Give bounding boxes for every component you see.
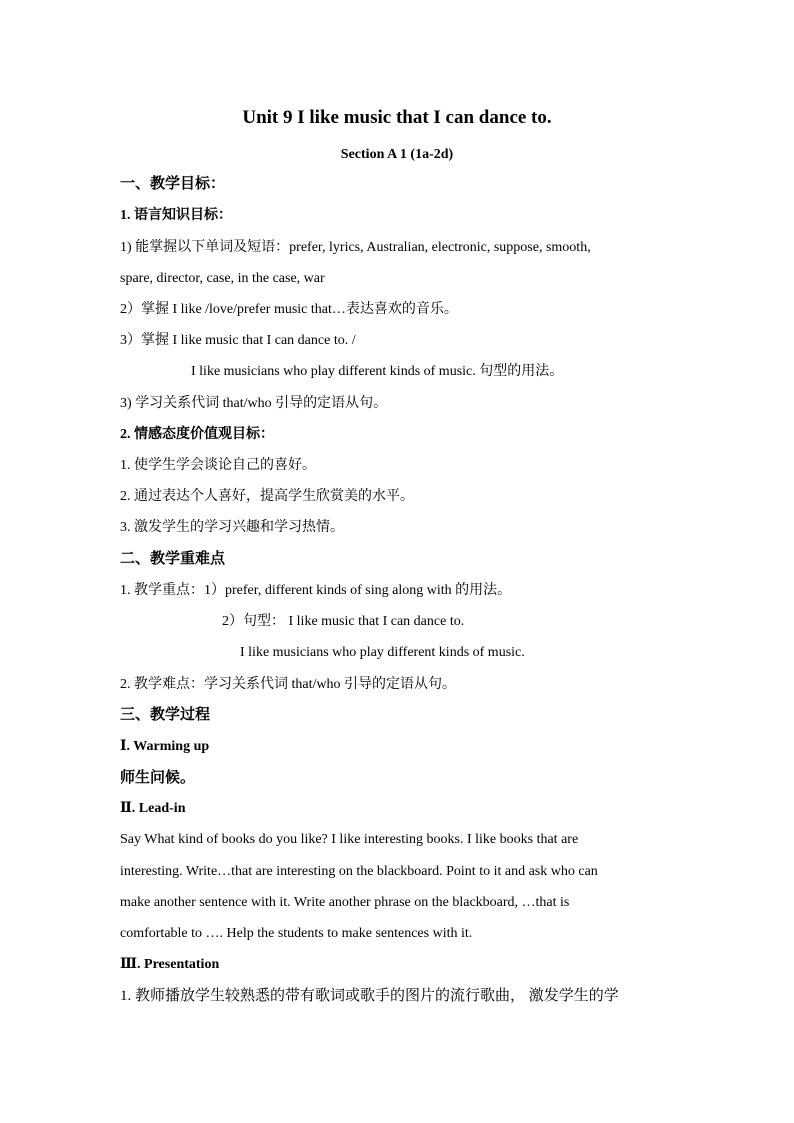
key-point-2: 2）句型： I like music that I can dance to.: [222, 614, 465, 629]
objective-pattern-line-cont: I like musicians who play different kinds of music. 句型的用法。: [191, 364, 564, 379]
section-heading-key-points: 二、教学重难点: [120, 551, 226, 567]
presentation-item-1: 1. 教师播放学生较熟悉的带有歌词或歌手的图片的流行歌曲， 激发学生的学: [120, 988, 619, 1004]
objective-pattern-line: 3）掌握 I like music that I can dance to. /: [120, 333, 356, 348]
objective-vocabulary-line-cont: spare, director, case, in the case, war: [120, 271, 325, 286]
subheading-attitude-values: 2. 情感态度价值观目标：: [120, 427, 274, 442]
step-heading-warming-up: Ⅰ. Warming up: [120, 739, 210, 754]
attitude-item-1: 1. 使学生学会谈论自己的喜好。: [120, 458, 316, 473]
lead-in-paragraph-line-1: Say What kind of books do you like? I like interesting books. I like books that are: [120, 832, 579, 847]
lead-in-paragraph-line-3: make another sentence with it. Write another phrase on the blackboard, …that is: [120, 895, 570, 910]
difficult-point: 2. 教学难点：学习关系代词 that/who 引导的定语从句。: [120, 677, 456, 692]
subheading-language-knowledge: 1. 语言知识目标：: [120, 208, 232, 223]
objective-grammar-line: 3) 学习关系代词 that/who 引导的定语从句。: [120, 396, 388, 411]
key-point-2-cont: I like musicians who play different kinds of music.: [240, 645, 525, 660]
objective-expression-line: 2）掌握 I like /love/prefer music that…表达喜欢的音乐。: [120, 302, 458, 317]
section-heading-objectives: 一、教学目标：: [120, 176, 226, 192]
step-heading-lead-in: Ⅱ. Lead-in: [120, 801, 186, 816]
objective-vocabulary-line: 1) 能掌握以下单词及短语：prefer, lyrics, Australian, electronic, suppose, smooth,: [120, 240, 591, 255]
step-heading-presentation: Ⅲ. Presentation: [120, 957, 220, 972]
attitude-item-2: 2. 通过表达个人喜好，提高学生欣赏美的水平。: [120, 489, 414, 504]
lead-in-paragraph-line-4: comfortable to …. Help the students to make sentences with it.: [120, 926, 473, 941]
section-heading-process: 三、教学过程: [120, 707, 211, 723]
document-title: Unit 9 I like music that I can dance to.: [242, 107, 552, 128]
greeting-line: 师生问候。: [120, 770, 196, 786]
attitude-item-3: 3. 激发学生的学习兴趣和学习热情。: [120, 520, 344, 535]
document-subtitle: Section A 1 (1a-2d): [340, 147, 454, 162]
key-point-1: 1. 教学重点：1）prefer, different kinds of sing along with 的用法。: [120, 583, 512, 598]
lead-in-paragraph-line-2: interesting. Write…that are interesting on the blackboard. Point to it and ask who can: [120, 864, 598, 879]
